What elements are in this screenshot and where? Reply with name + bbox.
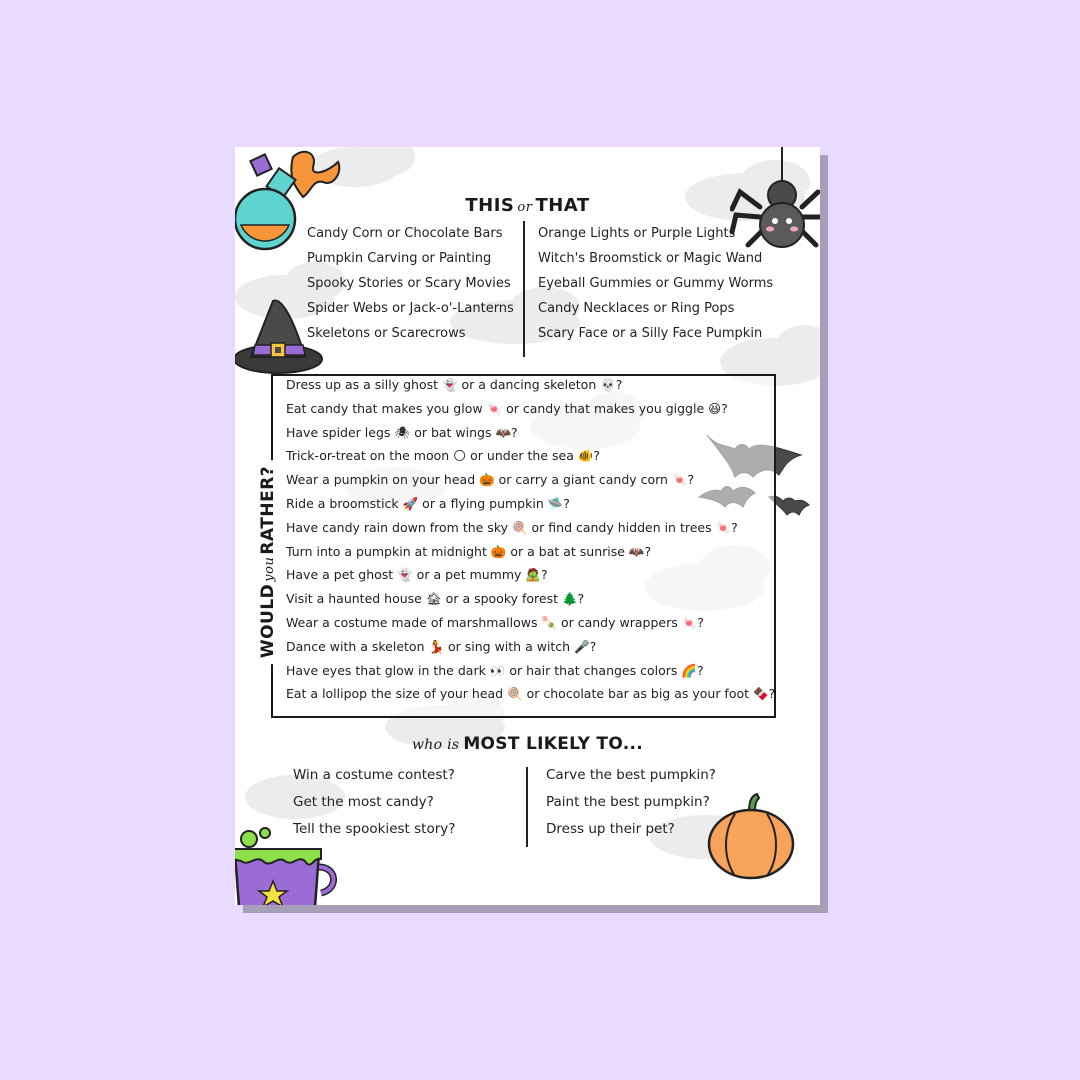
list-item: Trick-or-treat on the moon 🌕 or under the sea 🐠? [286,448,601,464]
title-you-word: you [262,556,277,582]
list-item: Wear a costume made of marshmallows 🍡 or candy wrappers 🍬? [286,614,704,630]
list-item: Candy Corn or Chocolate Bars [307,226,503,241]
list-item: Get the most candy? [293,794,434,810]
list-item: Have spider legs 🕷 or bat wings 🦇? [286,424,518,440]
would-you-rather-list [286,373,775,706]
this-or-that-divider [523,221,525,357]
list-item: Dress up as a silly ghost 👻 or a dancing skeleton 💀? [286,377,623,392]
this-or-that-right-list [538,221,773,346]
list-item: Candy Necklaces or Ring Pops [538,301,735,316]
activity-sheet [235,147,820,905]
list-item: Have eyes that glow in the dark 👀 or hair that changes colors 🌈? [286,662,704,678]
most-likely-divider [526,767,528,847]
list-item: Orange Lights or Purple Lights [538,226,736,241]
most-likely-right-list [546,762,716,843]
title-would-word: WOULD [258,583,278,659]
list-item: Win a costume contest? [293,767,455,783]
list-item: Spooky Stories or Scary Movies [307,276,511,291]
list-item: Paint the best pumpkin? [546,794,710,810]
list-item: Eyeball Gummies or Gummy Worms [538,276,774,291]
list-item: Carve the best pumpkin? [546,767,716,783]
list-item: Witch's Broomstick or Magic Wand [538,251,763,266]
list-item: Dance with a skeleton 💃 or sing with a witch 🎤? [286,638,597,654]
list-item: Eat candy that makes you glow 🍬 or candy that makes you giggle 😆? [286,400,728,416]
would-you-rather-title [258,460,278,664]
title-rather-word: RATHER? [258,465,278,555]
title-that-word: THAT [535,195,590,216]
list-item: Have a pet ghost 👻 or a pet mummy 🧟? [286,567,548,583]
most-likely-title [235,734,820,754]
list-item: Visit a haunted house 🏚 or a spooky forest 🌲? [286,591,585,607]
title-most-likely-words: MOST LIKELY TO... [463,734,643,754]
list-item: Ride a broomstick 🚀 or a flying pumpkin 🛸? [286,495,570,511]
this-or-that-title [235,195,820,216]
list-item: Eat a lollipop the size of your head 🍭 or chocolate bar as big as your foot 🍫? [286,686,776,702]
list-item: Dress up their pet? [546,821,675,837]
title-this-word: THIS [465,195,515,216]
title-who-is-words: who is [412,737,460,753]
pumpkin-icon [705,792,797,882]
list-item: Wear a pumpkin on your head 🎃 or carry a giant candy corn 🍬? [286,472,695,488]
most-likely-left-list [293,762,455,843]
list-item: Have candy rain down from the sky 🍭 or find candy hidden in trees 🍬? [286,519,738,535]
list-item: Turn into a pumpkin at midnight 🎃 or a bat at sunrise 🦇? [286,543,652,559]
list-item: Tell the spookiest story? [293,821,456,837]
title-or-word: or [517,200,533,215]
list-item: Spider Webs or Jack-o'-Lanterns [307,301,514,316]
this-or-that-left-list [307,221,514,346]
list-item: Skeletons or Scarecrows [307,326,466,341]
list-item: Scary Face or a Silly Face Pumpkin [538,326,763,341]
list-item: Pumpkin Carving or Painting [307,251,492,266]
